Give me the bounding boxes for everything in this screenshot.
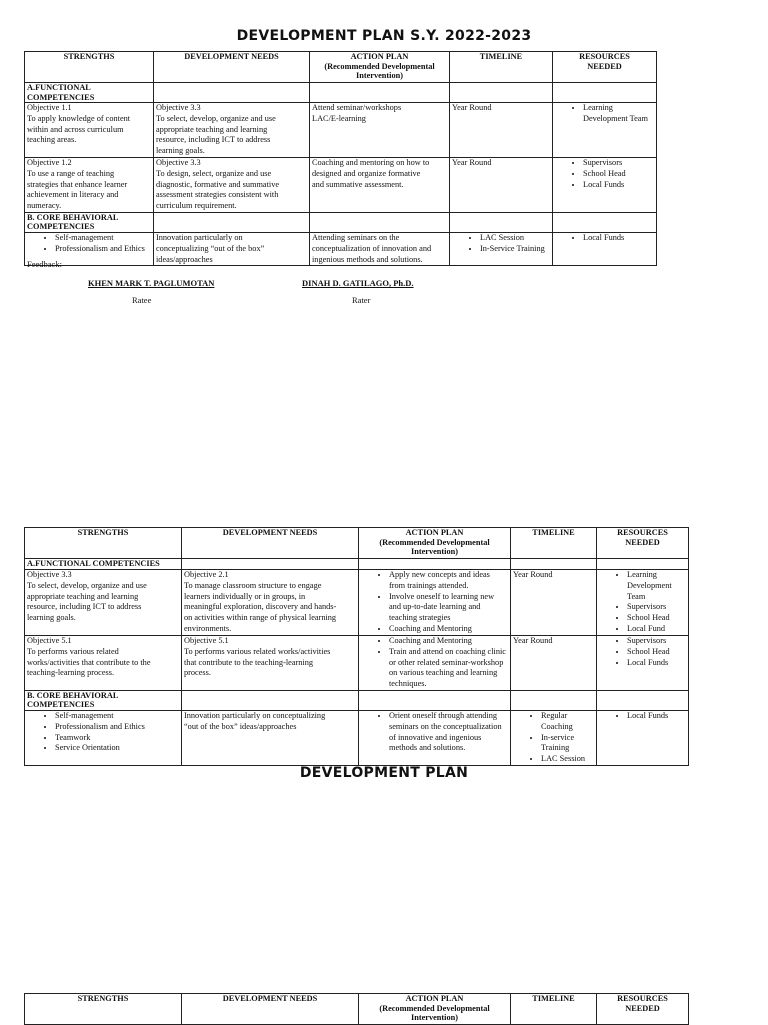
need-cell: Objective 5.1 To performs various related works/activities that contribute to the teaching-learning process. — [182, 636, 359, 691]
list-item: • Supervisors — [583, 158, 654, 169]
header-development-needs: DEVELOPMENT NEEDS — [182, 528, 359, 559]
strength-cell: Objective 1.2 To use a range of teaching strategies that enhance learner achievement in literacy and numeracy. — [25, 157, 154, 212]
list-item: • Local Funds — [627, 711, 686, 722]
list-item: • In-Service Training — [480, 244, 550, 255]
list-item: • Teamwork — [55, 733, 179, 744]
list-item: • Involve oneself to learning new and up-to-date learning and teaching strategies — [389, 592, 508, 624]
header-action-plan: ACTION PLAN (Recommended Developmental Intervention) — [310, 52, 450, 83]
resources-cell — [597, 710, 689, 765]
development-plan-table-1 — [24, 51, 657, 266]
header-resources: RESOURCES NEEDED — [597, 528, 689, 559]
list-item: • School Head — [627, 647, 686, 658]
strength-cell: Objective 5.1 To performs various related works/activities that contribute to the teaching-learning process. — [25, 636, 182, 691]
feedback-label: Feedback: — [27, 259, 62, 269]
list-item: • Professionalism and Ethics — [55, 722, 179, 733]
rater-role: Rater — [352, 295, 371, 305]
header-strengths: STRENGTHS — [25, 994, 182, 1025]
resources-cell — [597, 636, 689, 691]
list-item: • Professionalism and Ethics — [55, 244, 151, 255]
strength-cell — [25, 710, 182, 765]
strength-cell: Objective 3.3 To select, develop, organize and use appropriate teaching and learning resource, including ICT to address learning goals. — [25, 570, 182, 636]
list-item: • Self-management — [55, 233, 151, 244]
list-item: • Coaching and Mentoring — [389, 624, 508, 635]
list-item: • Apply new concepts and ideas from trainings attended. — [389, 570, 508, 592]
header-resources: RESOURCES NEEDED — [597, 994, 689, 1025]
list-item: • LAC Session — [480, 233, 550, 244]
list-item: • Local Fund — [627, 624, 686, 635]
list-item: • Local Funds — [583, 180, 654, 191]
timeline-cell — [511, 710, 597, 765]
section-title: DEVELOPMENT PLAN — [299, 765, 469, 781]
resources-cell — [553, 157, 657, 212]
header-action-plan: ACTION PLAN (Recommended Developmental Intervention) — [359, 994, 511, 1025]
need-cell: Innovation particularly on conceptualizing “out of the box” ideas/approaches — [182, 710, 359, 765]
action-cell — [359, 710, 511, 765]
need-cell: Objective 3.3 To select, develop, organize and use appropriate teaching and learning resource, including ICT to address learning goals. — [154, 103, 310, 158]
rater-name: DINAH D. GATILAGO, Ph.D. — [302, 278, 414, 288]
header-timeline: TIMELINE — [511, 994, 597, 1025]
section-core: B. CORE BEHAVIORAL COMPETENCIES — [25, 212, 154, 232]
section-core: B. CORE BEHAVIORAL COMPETENCIES — [25, 690, 182, 710]
header-development-needs: DEVELOPMENT NEEDS — [154, 52, 310, 83]
resources-cell — [553, 232, 657, 265]
list-item: • Learning Development Team — [583, 103, 654, 125]
list-item: • Supervisors — [627, 636, 686, 647]
action-cell: Attending seminars on the conceptualization of innovation and ingenious methods and solutions. — [310, 232, 450, 265]
timeline-cell — [450, 232, 553, 265]
list-item: • Self-management — [55, 711, 179, 722]
action-cell — [359, 636, 511, 691]
timeline-cell: Year Round — [511, 636, 597, 691]
list-item: • School Head — [583, 169, 654, 180]
development-plan-table-3 — [24, 993, 689, 1025]
need-cell: Objective 3.3 To design, select, organize and use diagnostic, formative and summative assessment strategies consistent with curriculum requirement. — [154, 157, 310, 212]
list-item: • Orient oneself through attending seminars on the conceptualization of innovative and ingenious methods and solutions. — [389, 711, 508, 754]
need-cell: Objective 2.1 To manage classroom structure to engage learners individually or in groups, in meaningful exploration, discovery and hands- on activities within range of physical learning environments. — [182, 570, 359, 636]
list-item: • Supervisors — [627, 602, 686, 613]
list-item: • LAC Session — [541, 754, 594, 765]
list-item: • Coaching and Mentoring — [389, 636, 508, 647]
action-cell: Coaching and mentoring on how to designed and organize formative and summative assessment. — [310, 157, 450, 212]
list-item: • Service Orientation — [55, 743, 179, 754]
header-resources: RESOURCES NEEDED — [553, 52, 657, 83]
timeline-cell: Year Round — [450, 157, 553, 212]
resources-cell — [553, 103, 657, 158]
ratee-name: KHEN MARK T. PAGLUMOTAN — [88, 278, 215, 288]
header-strengths: STRENGTHS — [25, 52, 154, 83]
list-item: • Local Funds — [627, 658, 686, 669]
timeline-cell: Year Round — [511, 570, 597, 636]
header-development-needs: DEVELOPMENT NEEDS — [182, 994, 359, 1025]
header-timeline: TIMELINE — [511, 528, 597, 559]
strength-cell: Objective 1.1 To apply knowledge of content within and across curriculum teaching areas. — [25, 103, 154, 158]
list-item: • School Head — [627, 613, 686, 624]
page-title: DEVELOPMENT PLAN S.Y. 2022-2023 — [236, 28, 532, 44]
development-plan-table-2 — [24, 527, 689, 766]
section-functional: A.FUNCTIONAL COMPETENCIES — [25, 559, 182, 570]
action-cell: Attend seminar/workshops LAC/E-learning — [310, 103, 450, 158]
list-item: • In-service Training — [541, 733, 594, 755]
ratee-role: Ratee — [132, 295, 152, 305]
header-timeline: TIMELINE — [450, 52, 553, 83]
header-action-plan: ACTION PLAN (Recommended Developmental Intervention) — [359, 528, 511, 559]
list-item: • Local Funds — [583, 233, 654, 244]
need-cell: Innovation particularly on conceptualizing “out of the box” ideas/approaches — [154, 232, 310, 265]
list-item: • Learning Development Team — [627, 570, 686, 602]
list-item: • Train and attend on coaching clinic or other related seminar-workshop on various teaching and learning techniques. — [389, 647, 508, 690]
header-strengths: STRENGTHS — [25, 528, 182, 559]
action-cell — [359, 570, 511, 636]
timeline-cell: Year Round — [450, 103, 553, 158]
section-functional: A.FUNCTIONAL COMPETENCIES — [25, 83, 154, 103]
list-item: • Regular Coaching — [541, 711, 594, 733]
resources-cell — [597, 570, 689, 636]
